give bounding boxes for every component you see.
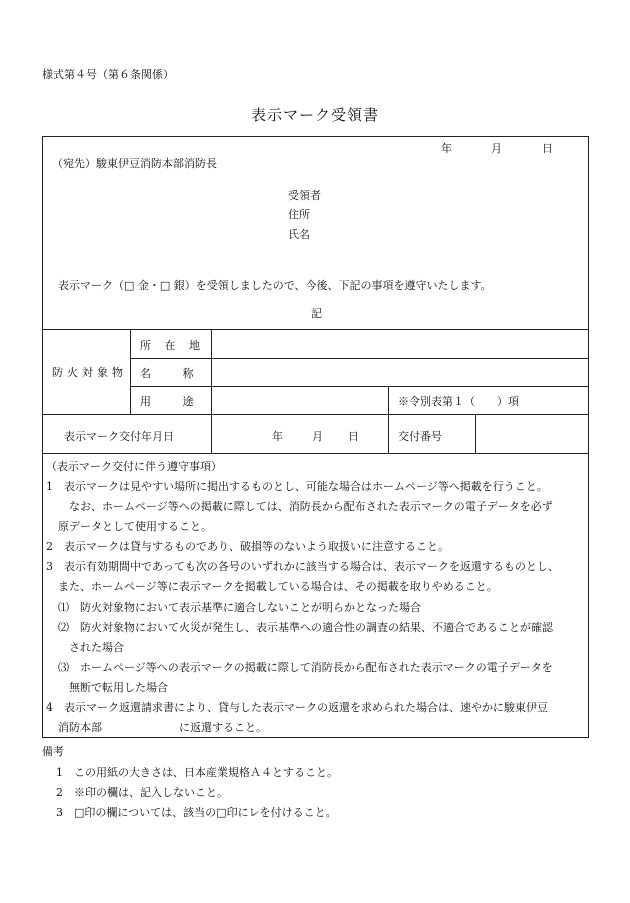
remark-item: 2 ※印の欄は、記入しないこと。 [56, 786, 228, 799]
header-year: 年 [441, 142, 452, 155]
receipt-statement: 表示マーク（□ 金・□ 銀）を受領しましたので、今後、下記の事項を遵守いたします。 [58, 279, 492, 292]
name-label: 名 称 [140, 367, 194, 380]
rule-line: 4 表示マーク返還請求書により、貸与した表示マークの返還を求められた場合は、速やかに駿東伊豆 [46, 701, 548, 714]
rule-line: また、ホームページ等に表示マークを掲載している場合は、その掲載を取りやめること。 [58, 580, 498, 593]
rules-heading: （表示マーク交付に伴う遵守事項） [46, 460, 222, 473]
ki-label: 記 [311, 307, 322, 320]
remark-item: 1 この用紙の大きさは、日本産業規格Ａ４とすること。 [56, 766, 338, 779]
rule-line: 原データとして使用すること。 [58, 520, 212, 533]
recipient-label: 受領者 [288, 189, 321, 202]
document-title: 表示マーク受領書 [250, 106, 379, 124]
rule-line: ⑶ ホームページ等への表示マークの掲載に際して消防長から配布された表示マークの電子データを [58, 661, 553, 674]
col-line-appendix [388, 386, 389, 453]
table-top-line [42, 329, 589, 330]
rule-line: ⑴ 防火対象物において表示基準に適合しないことが明らかとなった場合 [58, 601, 421, 614]
recipient-name-label: 氏名 [288, 228, 310, 241]
issue-day: 日 [348, 430, 359, 443]
rule-line: 1 表示マークは見やすい場所に掲出するものとし、可能な場合はホームページ等へ掲載を行うこと。 [46, 480, 548, 493]
fire-object-label: 防火対象物 [52, 366, 127, 379]
remark-item: 3 □印の欄については、該当の□印にレを付けること。 [56, 806, 337, 819]
form-number: 様式第４号（第６条関係） [42, 68, 174, 81]
remarks-heading: 備考 [42, 745, 64, 758]
header-day: 日 [542, 142, 553, 155]
recipient-address-label: 住所 [288, 208, 310, 221]
row-line-1 [130, 358, 589, 359]
table-bottom-line [42, 453, 589, 454]
rule-line: 無断で転用した場合 [58, 681, 168, 694]
location-label: 所 在 地 [140, 339, 200, 352]
col-line-label [211, 329, 212, 453]
row-line-2 [130, 386, 589, 387]
rule-line: 消防本部 に返還すること。 [58, 721, 267, 734]
issue-year: 年 [272, 430, 283, 443]
rule-line: 3 表示有効期間中であっても次の各号のいずれかに該当する場合は、表示マークを返還するものとし、 [46, 560, 559, 573]
issue-number-label: 交付番号 [398, 430, 442, 443]
issue-date-label: 表示マーク交付年月日 [64, 430, 174, 443]
col-line-object [130, 329, 131, 414]
issue-month: 月 [312, 430, 323, 443]
use-label: 用 途 [140, 395, 194, 408]
rule-line: ⑵ 防火対象物において火災が発生し、表示基準への適合性の調査の結果、不適合であることが確認 [58, 621, 553, 634]
rule-line: 2 表示マークは貸与するものであり、破損等のないよう取扱いに注意すること。 [46, 540, 449, 553]
addressee: （宛先）駿東伊豆消防本部消防長 [52, 157, 217, 170]
row-line-3 [42, 414, 589, 415]
header-month: 月 [491, 142, 502, 155]
col-line-number [475, 414, 476, 453]
rule-line: された場合 [58, 641, 124, 654]
rule-line: なお、ホームページ等への掲載に際しては、消防長から配布された表示マークの電子データを必ず [58, 500, 553, 513]
appendix-label: ※令別表第１（ ）項 [398, 395, 519, 408]
